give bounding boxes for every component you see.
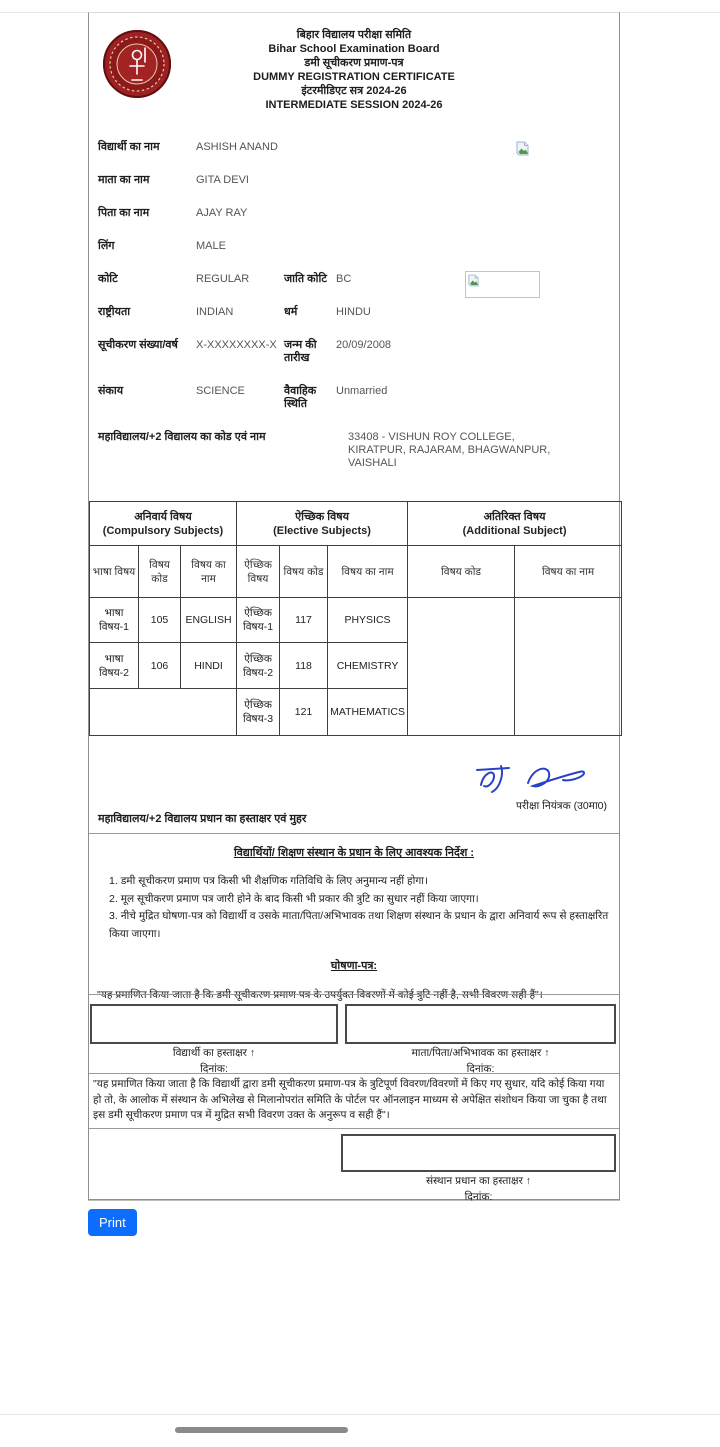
field-row-college <box>98 431 619 470</box>
cell-subject-code: 106 <box>139 643 181 689</box>
broken-image-icon <box>468 274 479 287</box>
field-label: माता का नाम <box>98 174 150 186</box>
field-value: REGULAR <box>196 273 250 285</box>
date-label: दिनांक: <box>200 1063 228 1075</box>
field-value: AJAY RAY <box>196 207 248 219</box>
horizontal-scrollbar-thumb[interactable] <box>175 1427 348 1433</box>
field-value: Unmarried <box>336 385 388 397</box>
field-label: वैवाहिक स्थिति <box>284 385 317 410</box>
subjects-table <box>89 501 622 736</box>
parent-signature-label: माता/पिता/अभिभावक का हस्ताक्षर ↑ <box>411 1047 550 1059</box>
instruction-item: 3. नीचे मुद्रित घोषणा-पत्र को विद्यार्थी व उसके माता/पिता/अभिभावक तथा शिक्षण संस्थान के प्रधान के द्वारा अनिवार्य रूप से हस्ताक्षरित किया जाएगा। <box>109 908 619 943</box>
field-row-faculty <box>98 385 619 411</box>
col-header: विषय कोड <box>408 546 515 598</box>
board-name-english: Bihar School Examination Board <box>268 43 440 55</box>
certificate-header <box>89 13 619 131</box>
group-title-english: (Additional Subject) <box>462 524 567 537</box>
board-name-hindi: बिहार विद्यालय परीक्षा समिति <box>296 29 412 41</box>
parent-signature-column <box>345 1004 616 1073</box>
student-signature-box <box>90 1004 338 1044</box>
col-header: ऐच्छिक विषय <box>237 546 280 598</box>
table-row <box>90 598 622 643</box>
cell-subject-name: ENGLISH <box>181 598 237 643</box>
field-label: विद्यार्थी का नाम <box>98 141 160 153</box>
group-header-additional <box>408 502 622 546</box>
certificate-title-hindi: डमी सूचीकरण प्रमाण-पत्र <box>304 57 404 69</box>
field-label: राष्ट्रीयता <box>98 306 131 318</box>
field-value: ASHISH ANAND <box>196 141 278 153</box>
cell-subject-code: 105 <box>139 598 181 643</box>
col-header: विषय का नाम <box>328 546 408 598</box>
field-label: सूचीकरण संख्या/वर्ष <box>98 339 178 351</box>
field-label: संकाय <box>98 385 124 397</box>
authority-signature-section <box>89 737 619 833</box>
field-value: X-XXXXXXXX-X <box>196 339 277 351</box>
date-label: दिनांक: <box>464 1190 493 1203</box>
field-row-student-name <box>98 141 619 154</box>
group-title-hindi: अतिरिक्त विषय <box>483 510 546 523</box>
field-value: 20/09/2008 <box>336 339 392 351</box>
field-value: GITA DEVI <box>196 174 249 186</box>
cell-elective-slot: ऐच्छिक विषय-2 <box>237 643 280 689</box>
institution-signature-box <box>341 1134 616 1172</box>
col-header: विषय का नाम <box>515 546 622 598</box>
col-header: विषय कोड <box>139 546 181 598</box>
cell-language-slot: भाषा विषय-2 <box>90 643 139 689</box>
instructions-list <box>97 873 619 943</box>
field-row-registration-number <box>98 339 619 365</box>
institution-signature-column <box>341 1134 616 1204</box>
verification-text: "यह प्रमाणित किया जाता है कि विद्यार्थी द्वारा डमी सूचीकरण प्रमाण-पत्र के त्रुटिपूर्ण विवरण/विवरणों में किए गए सुधार, यदि कोई किया गया हो तो, के आलोक में संस्थान के अभिलेख से मिलानोपरांत समिति के पोर्टल पर ऑनलाइन माध्यम से अपेक्षित संशोधन किया जा चुका है तथा इस डमी सूचीकरण प्रमाण पत्र में मुद्रित सभी विवरण उक्त के अनुरूप व सही हैं"। <box>89 1074 619 1129</box>
student-signature-image-box <box>465 271 540 298</box>
student-signature-label: विद्यार्थी का हस्ताक्षर ↑ <box>172 1047 256 1059</box>
field-row-father-name <box>98 207 619 220</box>
field-value: INDIAN <box>196 306 234 318</box>
declaration-heading: घोषणा-पत्र: <box>330 960 378 972</box>
group-title-hindi: अनिवार्य विषय <box>134 510 192 523</box>
field-label: धर्म <box>284 306 298 318</box>
cell-subject-name: CHEMISTRY <box>328 643 408 689</box>
group-title-hindi: ऐच्छिक विषय <box>295 510 349 523</box>
group-title-english: (Compulsory Subjects) <box>102 524 224 537</box>
parent-signature-box <box>345 1004 616 1044</box>
declaration-text: "यह प्रमाणित किया जाता है कि डमी सूचीकरण प्रमाण पत्र के उपर्युक्त विवरणों में कोई त्रुटि नहीं है, सभी विवरण सही हैं"। <box>97 989 543 1001</box>
cell-subject-name: MATHEMATICS <box>328 689 408 736</box>
group-header-elective <box>237 502 408 546</box>
subjects-table-section <box>89 501 619 737</box>
col-header: विषय कोड <box>280 546 328 598</box>
institution-signature-row <box>89 1129 619 1204</box>
field-label: महाविद्यालय/+2 विद्यालय का कोड एवं नाम <box>98 431 266 443</box>
print-button[interactable]: Print <box>88 1209 137 1236</box>
instruction-item: 1. डमी सूचीकरण प्रमाण पत्र किसी भी शैक्षणिक गतिविधि के लिए अनुमान्य नहीं होगा। <box>109 873 619 891</box>
bottom-divider <box>0 1414 720 1415</box>
field-label: पिता का नाम <box>98 207 150 219</box>
cell-subject-name: PHYSICS <box>328 598 408 643</box>
field-value: MALE <box>196 240 226 252</box>
instructions-section <box>89 833 619 1001</box>
field-label: कोटि <box>98 273 118 285</box>
field-row-category <box>98 273 619 286</box>
verification-section <box>89 1073 619 1203</box>
cell-elective-slot: ऐच्छिक विषय-3 <box>237 689 280 736</box>
field-row-gender <box>98 240 619 253</box>
instruction-item: 2. मूल सूचीकरण प्रमाण पत्र जारी होने के बाद किसी भी प्रकार की त्रुटि का सुधार नहीं किया जाएगा। <box>109 891 619 909</box>
session-english: INTERMEDIATE SESSION 2024-26 <box>265 99 443 111</box>
cell-elective-slot: ऐच्छिक विषय-1 <box>237 598 280 643</box>
dummy-registration-certificate <box>88 12 620 1203</box>
field-value: SCIENCE <box>196 385 245 397</box>
certificate-title-english: DUMMY REGISTRATION CERTIFICATE <box>253 71 455 83</box>
col-header: विषय का नाम <box>181 546 237 598</box>
cell-compulsory-empty <box>90 689 237 736</box>
cell-subject-code: 118 <box>280 643 328 689</box>
field-row-mother-name <box>98 174 619 187</box>
institution-signature-label: संस्थान प्रधान का हस्ताक्षर ↑ <box>425 1174 532 1187</box>
student-details <box>89 131 619 501</box>
group-header-compulsory <box>90 502 237 546</box>
controller-signature-image <box>473 759 591 802</box>
field-label: लिंग <box>98 240 115 252</box>
cell-subject-name: HINDI <box>181 643 237 689</box>
field-value: HINDU <box>336 306 371 318</box>
field-label: जाति कोटि <box>284 273 327 285</box>
col-header: भाषा विषय <box>90 546 139 598</box>
instructions-heading: विद्यार्थियों/ शिक्षण संस्थान के प्रधान के लिए आवश्यक निर्देश : <box>233 847 475 859</box>
cell-language-slot: भाषा विषय-1 <box>90 598 139 643</box>
field-value: BC <box>336 273 352 285</box>
field-row-nationality <box>98 306 619 319</box>
session-hindi: इंटरमीडिएट सत्र 2024-26 <box>301 85 407 97</box>
date-label: दिनांक: <box>466 1063 495 1075</box>
bseb-seal-icon <box>101 28 173 100</box>
signature-boxes-section <box>89 994 619 1073</box>
cell-additional-code-empty <box>408 598 515 736</box>
field-label: जन्म की तारीख <box>284 339 317 364</box>
field-value: 33408 - VISHUN ROY COLLEGE, KIRATPUR, RAJARAM, BHAGWANPUR, VAISHALI <box>348 431 551 469</box>
controller-title: परीक्षा नियंत्रक (उ0मा0) <box>516 800 607 812</box>
group-title-english: (Elective Subjects) <box>273 524 371 537</box>
principal-signature-label: महाविद्यालय/+2 विद्यालय प्रधान का हस्ताक्षर एवं मुहर <box>98 813 307 825</box>
student-signature-column <box>90 1004 338 1073</box>
cell-subject-code: 121 <box>280 689 328 736</box>
cell-additional-name-empty <box>515 598 622 736</box>
cell-subject-code: 117 <box>280 598 328 643</box>
student-photo-broken-image-icon <box>516 141 529 156</box>
